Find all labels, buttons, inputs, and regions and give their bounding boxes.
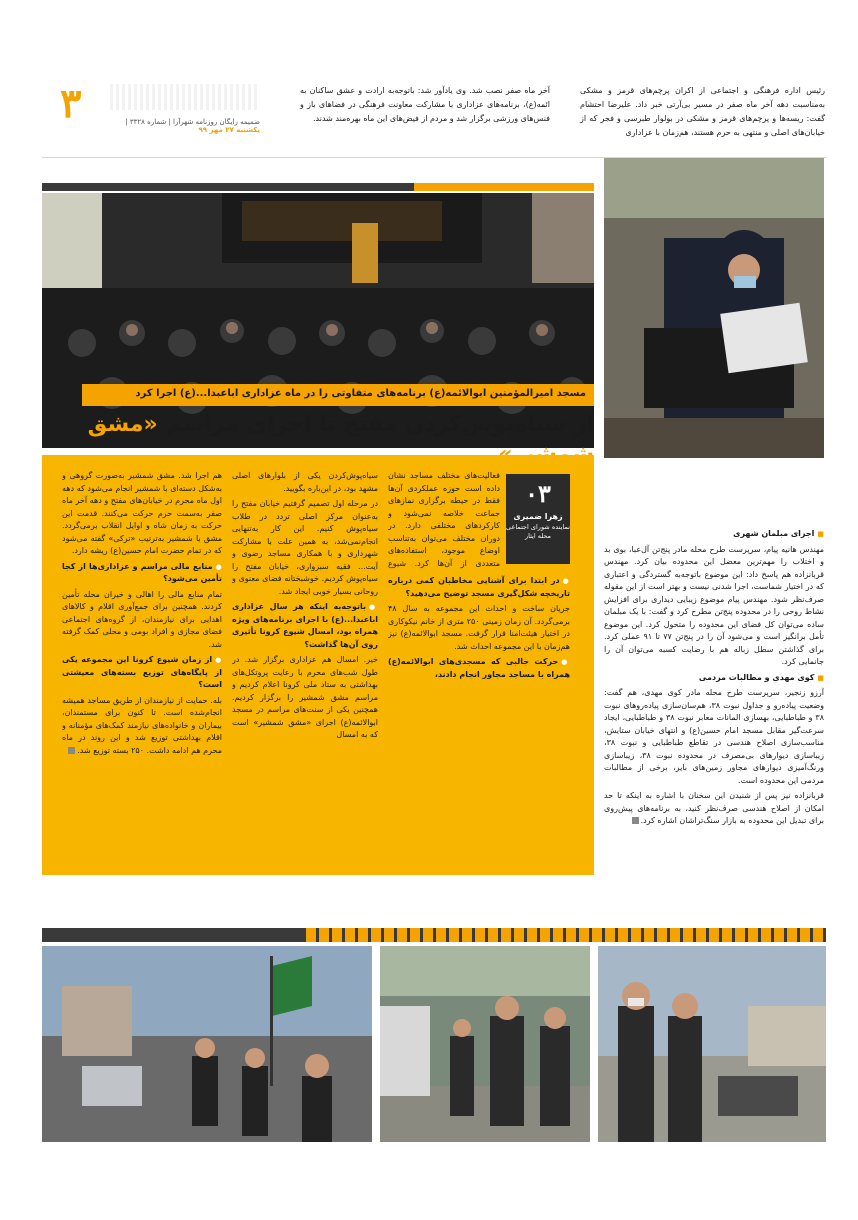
col3-intro: هم اجرا شد. مشق شمشیر به‌صورت گروهی و به‌شکل دسته‌ای با شمشیر انجام می‌شود که دهه اول ماه محرم در خیابان‌های مفتح و دهه آخر ماه صفر به‌سمت حرم حرکت می‌کنند. قدمت این حرکت به زمان شاه و اوایل انقلاب برمی‌گردد. مشق با شمشیر به‌ترتیب «ترکی» گفته می‌شود که در تمام حضرت امام حسین(ع) ریشه دارد. [62, 471, 222, 555]
article-column-3 [62, 470, 222, 870]
sidebar-heading-2: ■ کوی مهدی و مطالبات مردمی [604, 672, 824, 685]
section-rule [42, 183, 594, 191]
col2-intro: سیاه‌پوش‌کردن یکی از بلوارهای اصلی مشهد بود، در این‌باره بگویید. [232, 471, 378, 493]
header-strip [110, 84, 260, 110]
author-number: ۰۳ [525, 479, 551, 508]
procession-photo-left [42, 946, 372, 1142]
col1-question-1: ● در ابتدا برای آشنایی مخاطبان کمی درباره تاریخچه شکل‌گیری مسجد توضیح می‌دهید؟ [388, 575, 570, 600]
col3-answer-1: تمام منابع مالی را اهالی و خیران محله تأمین کردند. همچنین برای جمع‌آوری اقلام و کالاهای اهدایی برای نیازمندان، از گروه‌های اجتماعی فضای مجازی و افراد بومی و محلی کمک گرفته شد. [62, 589, 222, 649]
author-name: زهرا ضمیری [513, 512, 563, 521]
col1-intro: فعالیت‌های مختلف مساجد نشان داده است حوزه عملکردی آن‌ها فقط در حیطه برگزاری نمازهای جماعت خلاصه نمی‌شود و کارکردهای مختلفی دارد. در دوران مختلف می‌توان به‌تناسب اوضاع موجود، استفاده‌های متعددی از آن‌ها کرد. شیوع [388, 471, 500, 568]
sidebar-paragraph-2: آرزو زنجیر، سرپرست طرح محله مادر کوی مهدی، هم گفت: وضعیت پیاده‌رو و جداول نبوت ۳۸، هم‌سان‌سازی پیاده‌روهای نبوت ۳۸ و طباطبایی، بهسازی المانات معابر نبوت ۳۸ و طباطبایی، ایجاد سرعت‌گیر مقابل مسجد امام حسین(ع) و انتهای خیابان ستایش، مناسب‌سازی اصلاح هندسی در تقاطع طباطبایی و نبوت ۳۸، زیباسازی دیوارهای بی‌مصرف در محدوده نبوت ۳۸، زیباسازی ورنگ‌آمیزی دیوارهای مجاور زمین‌های بایر، برخی از مطالبات مردمی این محدوده است. [604, 688, 824, 785]
col3-question-1: ● منابع مالی مراسم و عزاداری‌ها از کجا تأمین می‌شود؟ [62, 561, 222, 586]
end-mark [68, 747, 75, 754]
issue-line [100, 118, 260, 134]
author-card [506, 474, 570, 564]
page-number: ۳ [60, 80, 82, 127]
article-column-2 [232, 470, 378, 870]
issue-text: ضمیمه رایگان روزنامه شهرآرا | شماره ۳۳۲۸ | [125, 118, 260, 126]
col3-answer-2: بله. حمایت از نیازمندان از طریق مساجد همیشه انجام‌شده است. تا کنون برای مستمندان، بیماران و خانواده‌های نیازمند کمک‌های مؤمنانه و اقلام بهداشتی توزیع شد و این روند در ماه محرم هم ادامه داشت. ۲۵۰ بسته توزیع شد. [62, 695, 222, 755]
article-kicker: مسجد امیرالمؤمنین ابوالائمه(ع) برنامه‌های متفاوتی را در ماه عزاداری اباعبدا...(ع) اجرا کرد [135, 388, 586, 399]
article-column-1-top [388, 470, 500, 570]
sidebar-paragraph-3: قربانزاده نیز پس از شنیدن این سخنان با اشاره به اینکه تا حد امکان از اصلاح هندسی صرف‌نظر کنید، به برنامه‌های پیش‌روی برای تبدیل این محدوده به بازار سنگ‌تراشان اشاره کرد. [604, 791, 824, 825]
col2-answer-1: در مرحله اول تصمیم گرفتیم خیابان مفتح را به‌عنوان مرکز اصلی تردد در طلاب سیاه‌پوش کنیم. این کار به‌تنهایی انجام‌نمی‌شد، به همین علت با مشارکت شهرداری و با همکاری مساجد رضوی و آیت... فقیه سبزواری، خیابان مفتح را سیاه‌پوش کردیم. خوشبختانه فضای معنوی و روحانی بسیار خوبی ایجاد شد. [232, 499, 378, 596]
sidebar-heading-1: ■ اجرای مبلمان شهری [604, 528, 824, 541]
issue-date: یکشنبه ۲۷ مهر ۹۹ [198, 126, 260, 134]
headline-highlight: «مشق [87, 412, 158, 437]
woman-writing-photo [604, 158, 824, 458]
sidebar-column [604, 528, 824, 868]
sidebar-end-mark [632, 817, 639, 824]
col3-question-2: ● از زمان شیوع کرونا این مجموعه یکی از پایگاه‌های توزیع بسته‌های معیشتی است؟ [62, 654, 222, 692]
col2-answer-2: خیر. امسال هم عزاداری برگزار شد. در طول شب‌های محرم با رعایت پروتکل‌های بهداشتی به ستاد ملی کرونا اعلام کردیم و مراسم مشق شمشیر را برگزار کردیم. همچنین یکی از سنت‌های مراسم در مسجد ابوالائمه(ع) اجرای «مشق شمشیر» است که به امسال [232, 655, 378, 739]
top-column-right: رئیس اداره فرهنگی و اجتماعی از اکران پرچم‌های قرمز و مشکی به‌مناسبت دهه آخر ماه صفر در مسیر بی‌آرتی خبر داد. علیرضا احتشام گفت: ریسه‌ها و پرچم‌های قرمز و مشکی در بولوار طبرسی و فجر که از خیابان‌های اصلی و منتهی به حرم هستند، هم‌زمان با عزاداری [580, 86, 825, 137]
sidebar-paragraph-1: مهندس هانیه پیام، سرپرست طرح محله مادر پنج‌تن آل‌عبا، بوی بد و اختلاب را مهم‌ترین معضل این محدوده بیان کرد. مهندس قربانزاده هم پاسخ داد: این موضوع باتوجه‌به گستردگی و اعتباری که در اختیار شماست، اجرا شدنی نیست و بهتر است از این مقوله صرف‌نظر شود. مهندس پیام موضوع زیبایی دیداری برای افزایش نشاط روحی را در محدوده پنج‌تن مطرح کرد و گفت: با یک مبلمان ساده می‌توان کل فضای این محدوده را متحول کرد. این موضوع تأمل برانگیز است و می‌شود آن را در پنج‌تن ۷۷ تا ۹۱ عملی کرد. برای گذاشتن سطل زباله هم با رضایت کسبه می‌توان آن را جانمایی کرد. [604, 544, 824, 666]
author-role: نماینده شورای اجتماعی محله ایثار [506, 523, 570, 540]
article-column-1 [388, 575, 570, 875]
col2-question-1: ● باتوجه‌به اینکه هر سال عزاداری اباعبدا...(ع) با اجرای برنامه‌های ویژه همراه بود، امسال شیوع کرونا تأثیری روی آن‌ها گذاشت؟ [232, 601, 378, 651]
top-column-left: آخر ماه صفر نصب شد. وی یادآور شد: باتوجه‌به ارادت و عشق ساکنان به ائمه(ع)، برنامه‌های عزاداری با مشارکت معاونت فرهنگی در فضاهای باز و فنس‌های ورزشی برگزار شد و مردم از فیض‌های این ماه بهره‌مند شدند. [300, 86, 550, 123]
col1-question-2: ● حرکت جالبی که مسجدی‌های ابوالائمه(ع) همراه با مساجد مجاور انجام دادند، [388, 656, 570, 681]
bottom-rule [42, 928, 826, 942]
headline-prefix: از سیاه‌پوش‌کردن مفتح تا اجرای مراسم [157, 412, 594, 437]
procession-photo-right [598, 946, 826, 1142]
col1-answer-1: جریان ساخت و احداث این مجموعه به سال ۴۸ برمی‌گردد. آن زمان زمینی ۲۵۰ متری از خانم نیکوکاری در اختیار هیئت‌امنا قرار گرفت. مسجد ابوالائمه(ع) نیز هم‌زمان با این مجموعه احداث شد. [388, 604, 570, 651]
procession-photo-center [380, 946, 590, 1142]
